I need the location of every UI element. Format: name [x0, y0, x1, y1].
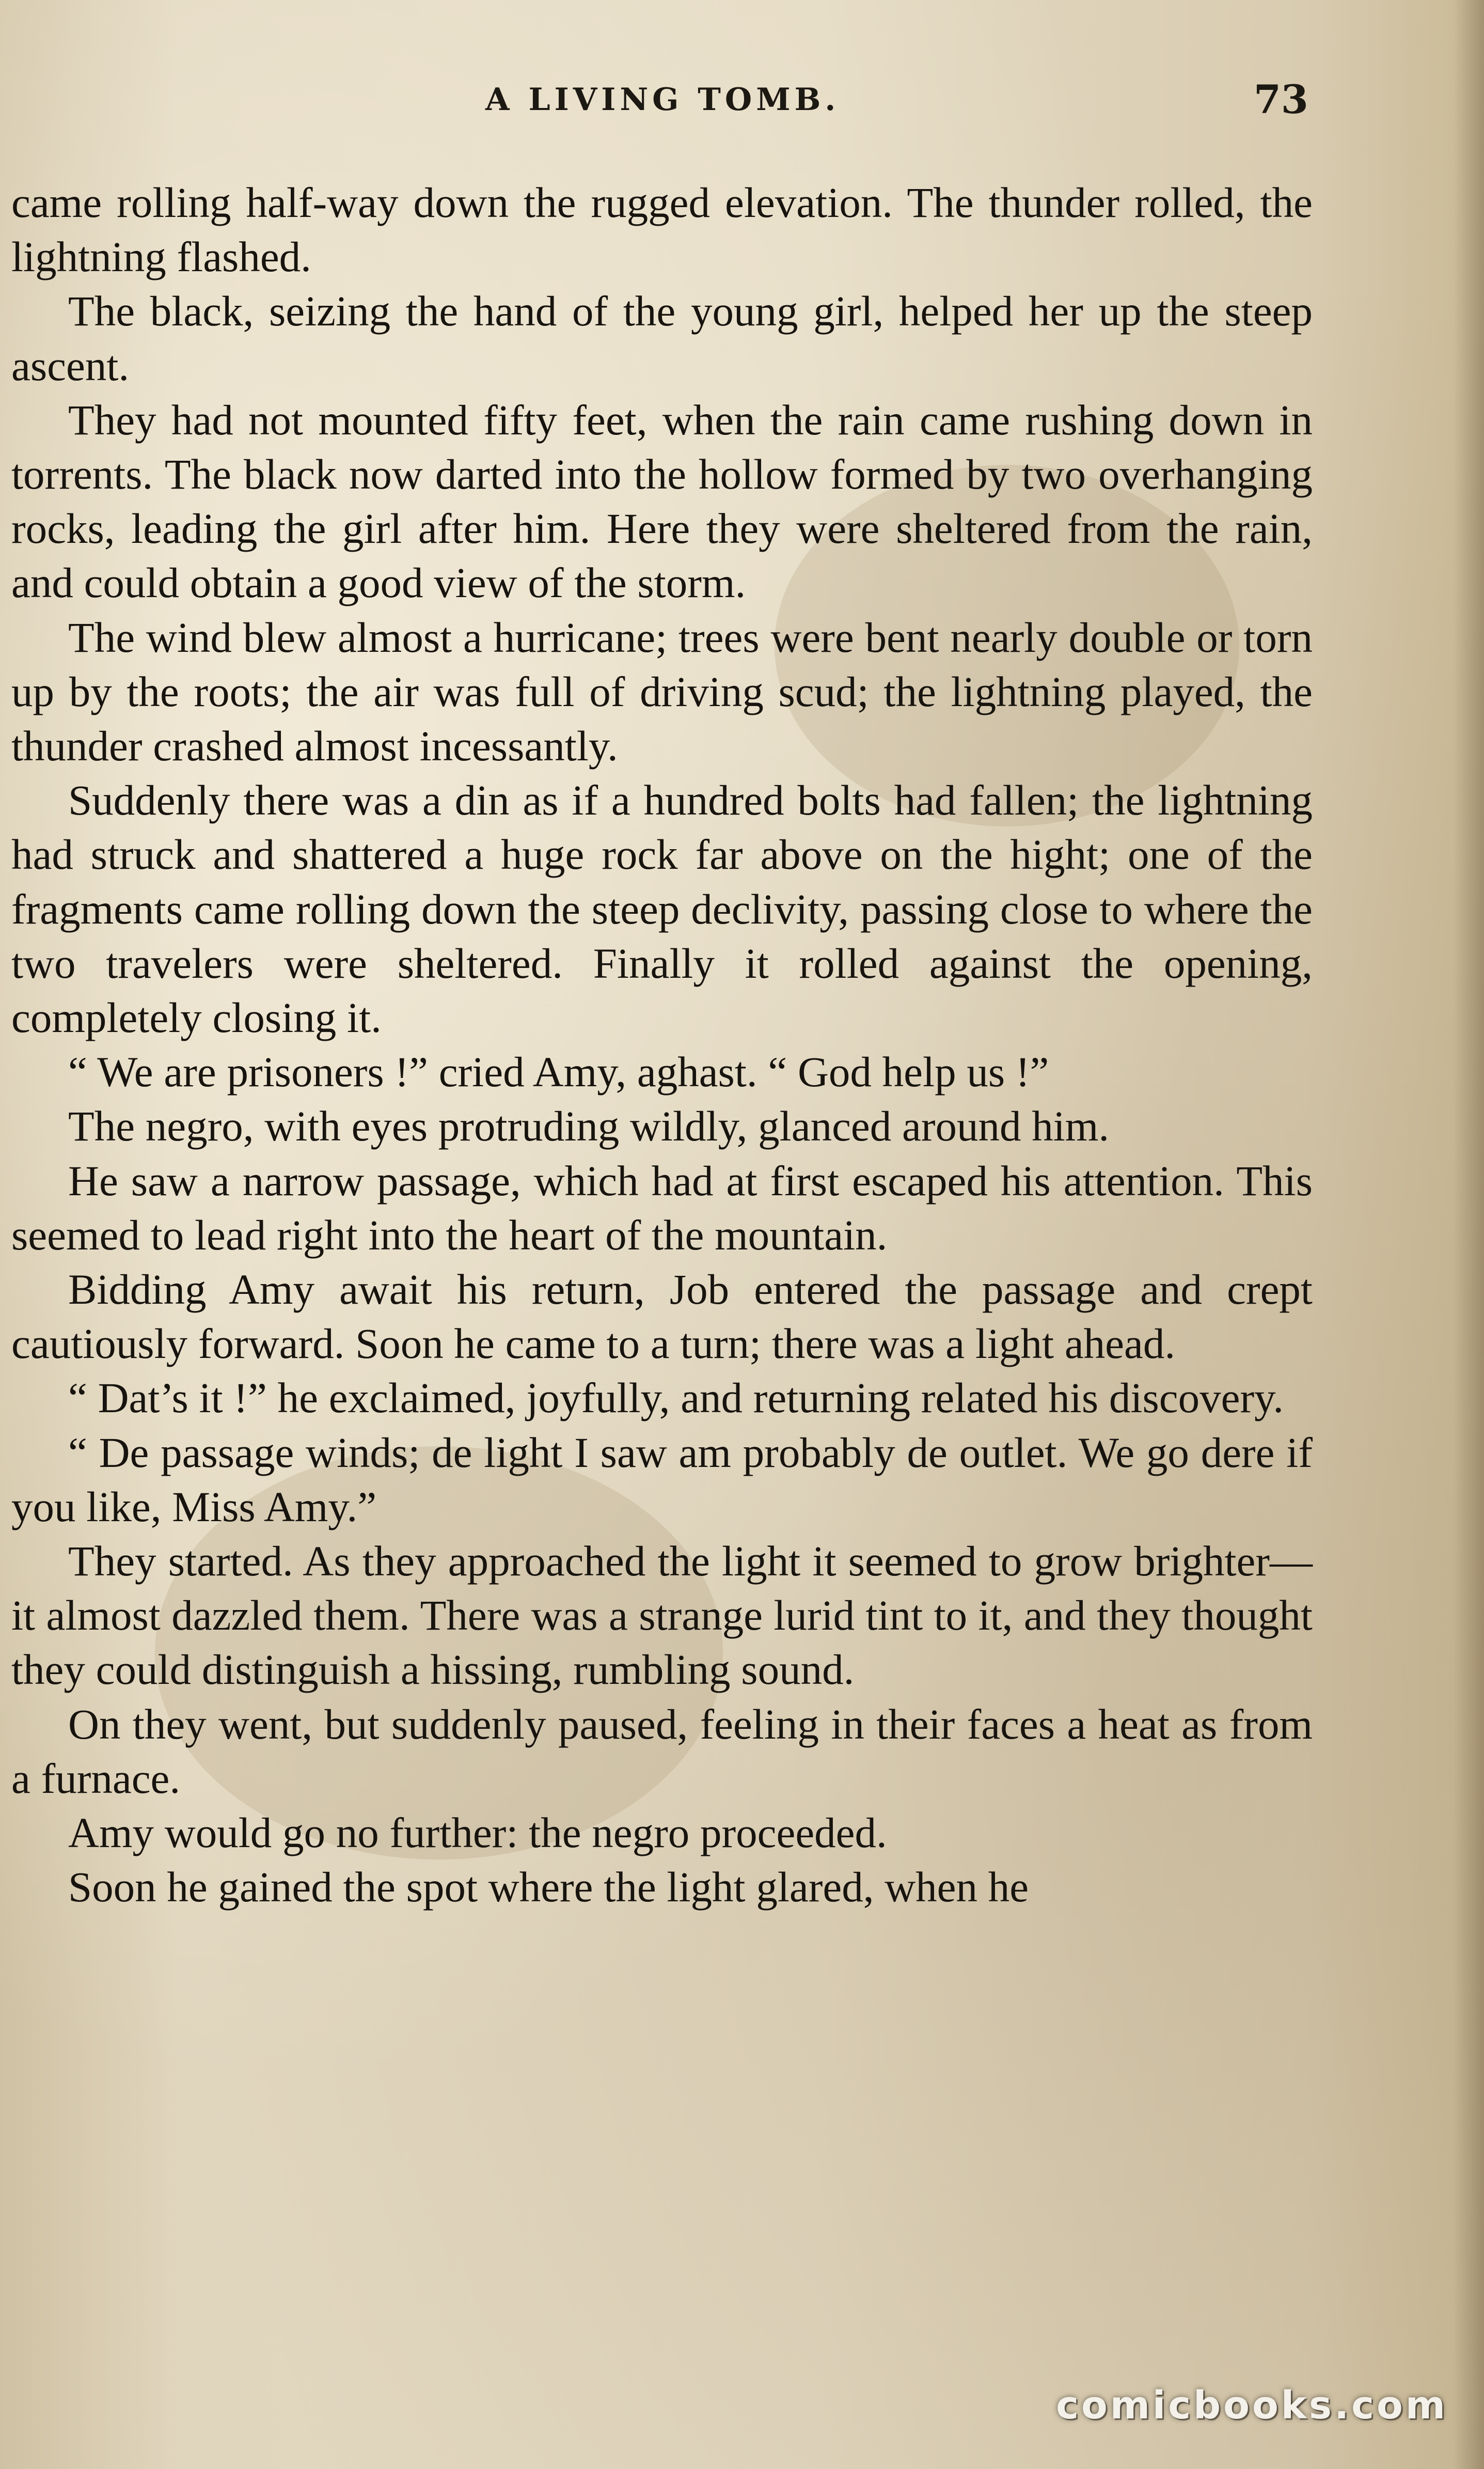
watermark: comicbooks.com [1056, 2383, 1448, 2428]
paragraph: “ Dat’s it !” he exclaimed, joyfully, and returning related his discovery. [68, 1374, 1284, 1422]
paragraph: He saw a narrow passage, which had at first escaped his attention. This seemed to lead right into the heart of the mountain. [11, 1157, 1313, 1259]
paragraph: “ De passage winds; de light I saw am probably de outlet. We go dere if you like, Miss Amy.” [11, 1428, 1313, 1530]
paragraph: Soon he gained the spot where the light glared, when he [68, 1863, 1029, 1911]
page-edge-shadow [1453, 0, 1484, 2469]
paragraph: “ We are prisoners !” cried Amy, aghast. “ God help us !” [68, 1048, 1049, 1096]
page-number: 73 [1254, 76, 1308, 122]
paragraph: The black, seizing the hand of the young girl, helped her up the steep ascent. [11, 287, 1313, 389]
paragraph: Bidding Amy await his return, Job entered the passage and crept cautiously forward. Soon he came to a turn; there was a light ahead. [11, 1265, 1313, 1368]
paragraph: The negro, with eyes protruding wildly, glanced around him. [68, 1102, 1110, 1150]
paragraph: The wind blew almost a hurricane; trees were bent nearly double or torn up by the roots; the air was full of driving scud; the lightning played, the thunder crashed almost incessantly. [11, 613, 1313, 770]
paragraph: came rolling half-way down the rugged elevation. The thunder rolled, the lightning flashed. [11, 179, 1313, 281]
running-head: A LIVING TOMB. [485, 82, 840, 118]
body-text [11, 176, 1313, 1915]
paragraph: On they went, but suddenly paused, feeling in their faces a heat as from a furnace. [11, 1700, 1313, 1802]
paragraph: Amy would go no further: the negro proceeded. [68, 1809, 887, 1857]
page-header [0, 76, 1484, 122]
paragraph: They started. As they approached the light it seemed to grow brighter—it almost dazzled them. There was a strange lurid tint to it, and they thought they could distinguish a hissing, rumbling sound. [11, 1537, 1313, 1694]
paragraph: Suddenly there was a din as if a hundred bolts had fallen; the lightning had struck and shattered a huge rock far above on the hight; one of the fragments came rolling down the steep declivity, passing close to where the two travelers were sheltered. Finally it rolled against the opening, completely closing it. [11, 776, 1313, 1042]
paragraph: They had not mounted fifty feet, when the rain came rushing down in torrents. The black now darted into the hollow formed by two overhanging rocks, leading the girl after him. Here they were sheltered from the rain, and could obtain a good view of the storm. [11, 396, 1313, 607]
